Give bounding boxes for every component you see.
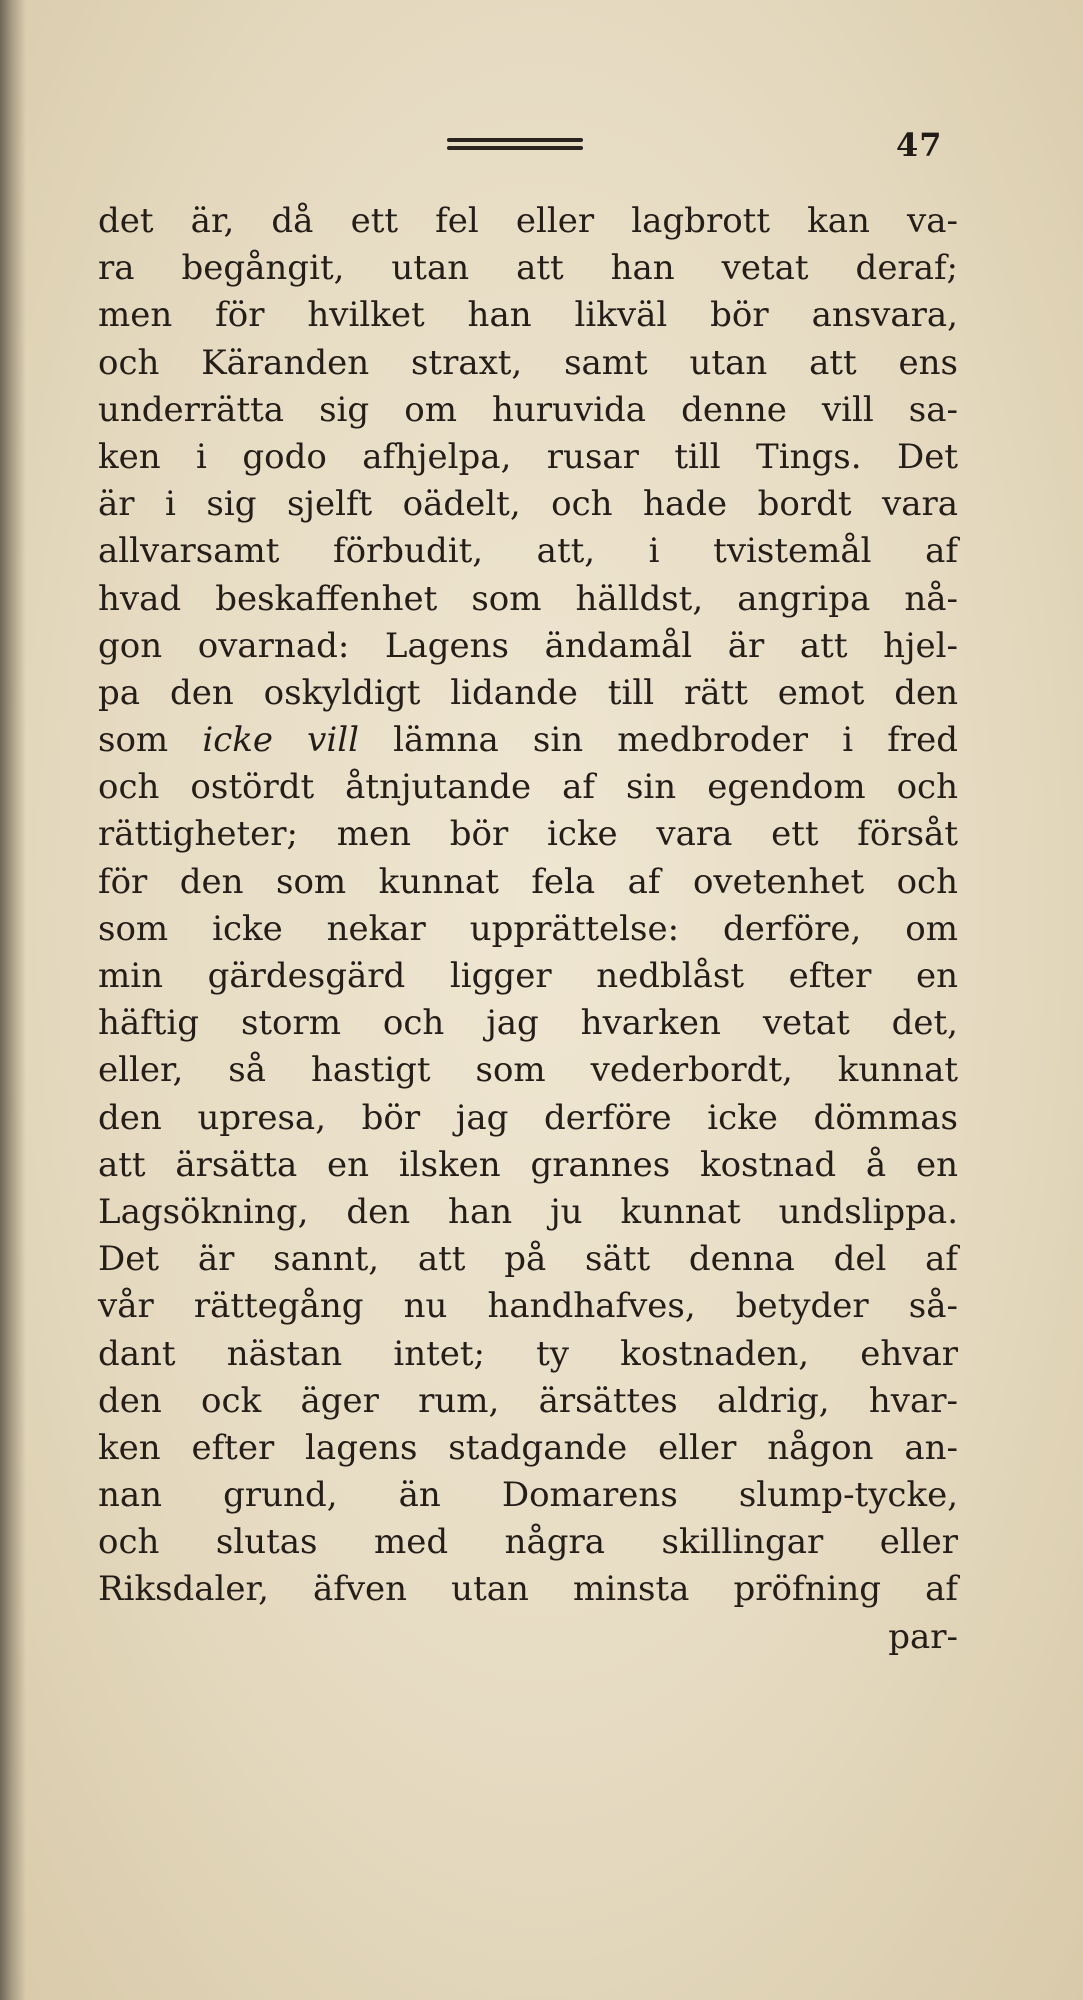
text-line [98, 717, 958, 764]
text-line: häftig storm och jag hvarken vetat det, [98, 1003, 958, 1044]
text-line: och slutas med några skillingar eller [98, 1522, 958, 1563]
text-line: Det är sannt, att på sätt denna del af [98, 1239, 958, 1280]
text-line: pa den oskyldigt lidande till rätt emot den [98, 672, 958, 713]
text-line: den upresa, bör jag derföre icke dömmas [98, 1097, 958, 1138]
text-segment: lämna sin medbroder i fred [359, 720, 959, 761]
text-segment: som [98, 720, 203, 761]
text-line: Riksdaler, äfven utan minsta pröfning af [98, 1569, 958, 1610]
page-number: 47 [896, 126, 943, 164]
text-line: som icke nekar upprättelse: derföre, om [98, 908, 958, 949]
text-line: för den som kunnat fela af ovetenhet och [98, 861, 958, 902]
text-line: gon ovarnad: Lagens ändamål är att hjel- [98, 625, 958, 666]
text-line: den ock äger rum, ärsättes aldrig, hvar- [98, 1380, 958, 1421]
text-line: eller, så hastigt som vederbordt, kunnat [98, 1050, 958, 1091]
text-line: hvad beskaffenhet som hälldst, angripa nå- [98, 578, 958, 619]
text-line: min gärdesgärd ligger nedblåst efter en [98, 956, 958, 996]
text-line: att ärsätta en ilsken grannes kostnad å en [98, 1144, 958, 1185]
text-line: underrätta sig om huruvida denne vill sa- [98, 389, 958, 430]
header-rule-bar-top [447, 138, 583, 142]
header-rule-bar-bottom [447, 146, 583, 150]
text-line: ken i godo afhjelpa, rusar till Tings. Det [98, 436, 958, 477]
text-line: är i sig sjelft oädelt, och hade bordt vara [98, 484, 958, 525]
italic-text: icke vill [202, 720, 359, 761]
text-line: nan grund, än Domarens slump-tycke, [98, 1475, 958, 1516]
page-gutter-shadow [0, 0, 26, 2000]
text-line: ra begångit, utan att han vetat deraf; [98, 248, 958, 289]
catchword: par- [888, 1616, 958, 1657]
header-rule [447, 138, 583, 154]
text-line: dant nästan intet; ty kostnaden, ehvar [98, 1333, 958, 1374]
text-line: vår rättegång nu handhafves, betyder så- [98, 1286, 958, 1327]
text-line: det är, då ett fel eller lagbrott kan va- [98, 201, 958, 241]
text-line: Lagsökning, den han ju kunnat undslippa. [98, 1191, 958, 1232]
body-text [98, 198, 958, 1661]
text-line: och Käranden straxt, samt utan att ens [98, 342, 958, 383]
text-line: men för hvilket han likväl bör ansvara, [98, 295, 958, 336]
text-line: allvarsamt förbudit, att, i tvistemål af [98, 531, 958, 572]
text-line: ken efter lagens stadgande eller någon an- [98, 1427, 958, 1468]
text-line: rättigheter; men bör icke vara ett försåt [98, 814, 958, 855]
text-line: och ostördt åtnjutande af sin egendom och [98, 767, 958, 808]
